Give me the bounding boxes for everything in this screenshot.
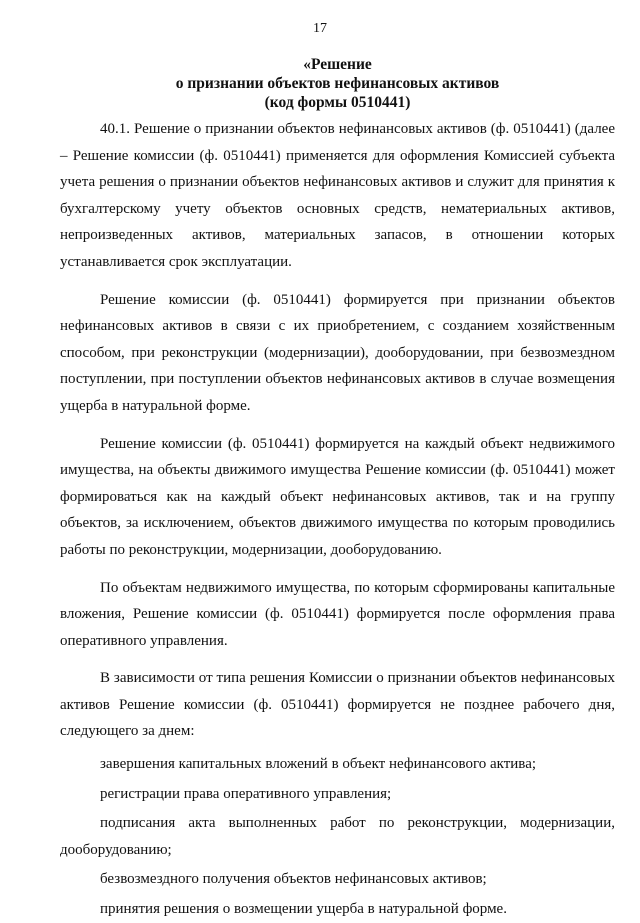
title-line-2: о признании объектов нефинансовых активов [175, 75, 500, 92]
paragraph-real-estate: По объектам недвижимого имущества, по которым сформированы капитальные вложения, Решение комиссии (ф. 0510441) формируется после оформления права оперативного управления. [60, 579, 615, 649]
paragraph-per-object: Решение комиссии (ф. 0510441) формируется на каждый объект недвижимого имущества, на объекты движимого имущества Решение комиссии (ф. 0510441) может формироваться как на каждый объект нефинансовых активов, так и на группу объектов, за исключением, объектов движимого имущества по которым проводились работы по реконструкции, модернизации, дооборудованию. [60, 435, 615, 558]
paragraph-formation-cases: Решение комиссии (ф. 0510441) формируется при признании объектов нефинансовых активов в связи с их приобретением, с созданием хозяйственным способом, при реконструкции (модернизации), дооборудовании, при безвозмездном поступлении, при поступлении объектов нефинансовых активов в случае возмещения ущерба в натуральной форме. [60, 291, 615, 414]
paragraph-40-1: 40.1. Решение о признании объектов нефинансовых активов (ф. 0510441) (далее – Решение комиссии (ф. 0510441) применяется для оформления Комиссией субъекта учета решения о признании объектов нефинансовых активов и служит для принятия к бухгалтерскому учету объектов основных средств, нематериальных активов, непроизведенных активов, материальных запасов, в отношении которых устанавливается срок эксплуатации. [60, 121, 615, 270]
page-number: 17 [313, 21, 327, 36]
document-body [60, 116, 615, 923]
title-line-1: «Решение [303, 56, 372, 73]
paragraph-deadline: В зависимости от типа решения Комиссии о признании объектов нефинансовых активов Решение комиссии (ф. 0510441) формируется не позднее рабочего дня, следующего за днем: [60, 670, 615, 740]
list-item: регистрации права оперативного управления; [100, 785, 392, 802]
list-item: завершения капитальных вложений в объект нефинансового актива; [100, 756, 537, 773]
document-title [60, 55, 615, 112]
list-item: безвозмездного получения объектов нефинансовых активов; [100, 871, 487, 888]
title-line-3: (код формы 0510441) [264, 94, 411, 111]
list-item: принятия решения о возмещении ущерба в натуральной форме. [100, 901, 507, 918]
deadline-list [60, 751, 615, 923]
list-item: подписания акта выполненных работ по реконструкции, модернизации, дооборудованию; [60, 815, 615, 858]
